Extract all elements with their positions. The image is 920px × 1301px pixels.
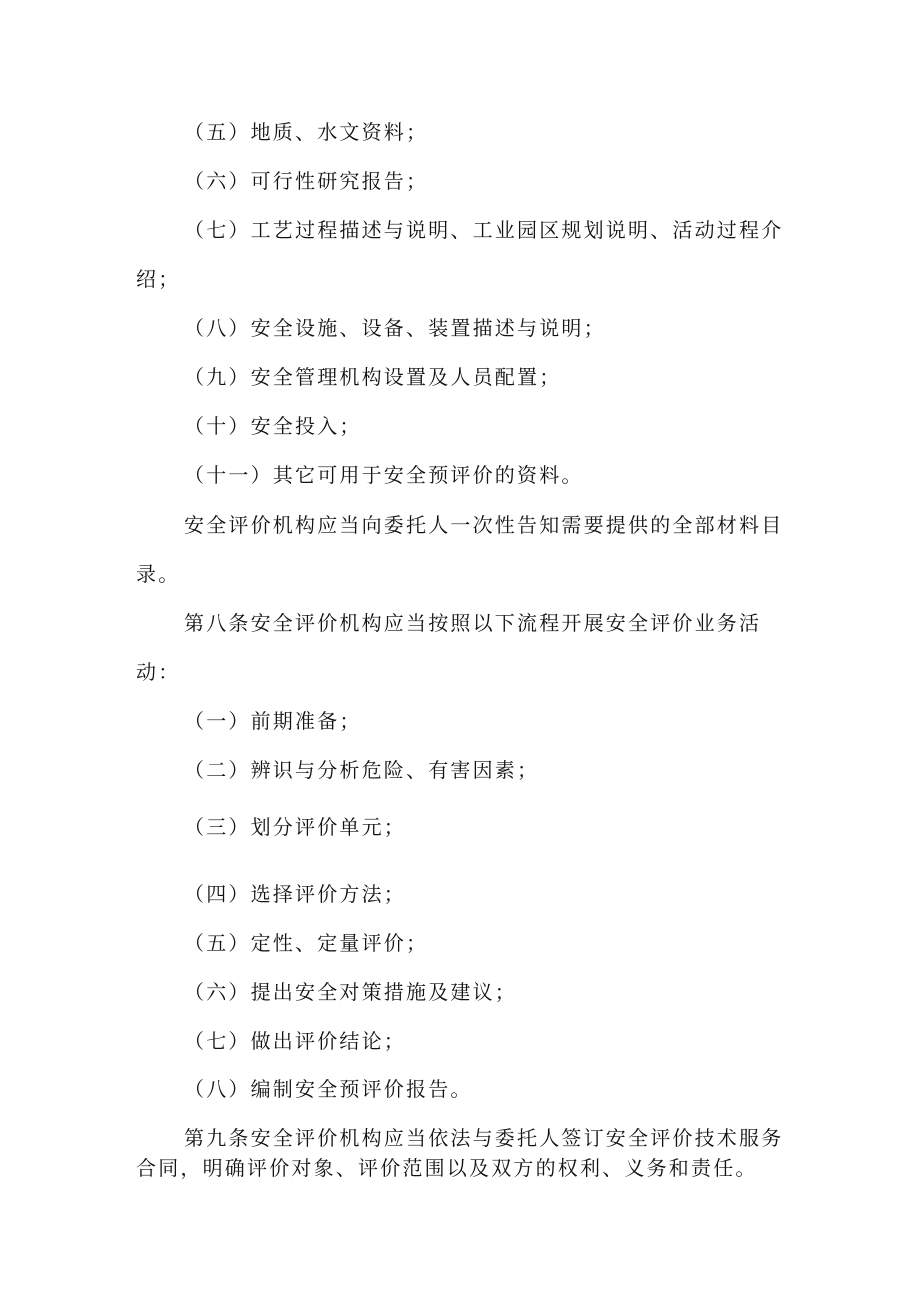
list-item: （五）地质、水文资料；	[184, 120, 429, 144]
list-item: （三）划分评价单元；	[184, 815, 406, 839]
list-item: （八）安全设施、设备、装置描述与说明；	[184, 316, 606, 340]
list-item: （七）工艺过程描述与说明、工业园区规划说明、活动过程介	[184, 218, 784, 242]
list-item: （六）可行性研究报告；	[184, 169, 429, 193]
list-item: （一）前期准备；	[184, 709, 362, 733]
article-heading-continuation: 动：	[136, 660, 181, 684]
paragraph: 安全评价机构应当向委托人一次性告知需要提供的全部材料目	[184, 513, 784, 537]
list-item: （八）编制安全预评价报告。	[184, 1077, 473, 1101]
list-item: （七）做出评价结论；	[184, 1029, 406, 1053]
article-heading: 第八条安全评价机构应当按照以下流程开展安全评价业务活	[184, 611, 762, 635]
article-paragraph: 第九条安全评价机构应当依法与委托人签订安全评价技术服务	[184, 1126, 784, 1150]
article-paragraph-continuation: 合同，明确评价对象、评价范围以及双方的权利、义务和责任。	[136, 1156, 758, 1180]
list-item: （四）选择评价方法；	[184, 882, 406, 906]
paragraph-continuation: 录。	[136, 562, 181, 586]
list-item: （五）定性、定量评价；	[184, 931, 429, 955]
list-item: （二）辨识与分析危险、有害因素；	[184, 758, 540, 782]
list-item: （十一）其它可用于安全预评价的资料。	[184, 463, 584, 487]
list-item: （六）提出安全对策措施及建议；	[184, 980, 517, 1004]
list-item: （十）安全投入；	[184, 414, 362, 438]
list-item: （九）安全管理机构设置及人员配置；	[184, 365, 562, 389]
list-item-continuation: 绍；	[136, 267, 181, 291]
